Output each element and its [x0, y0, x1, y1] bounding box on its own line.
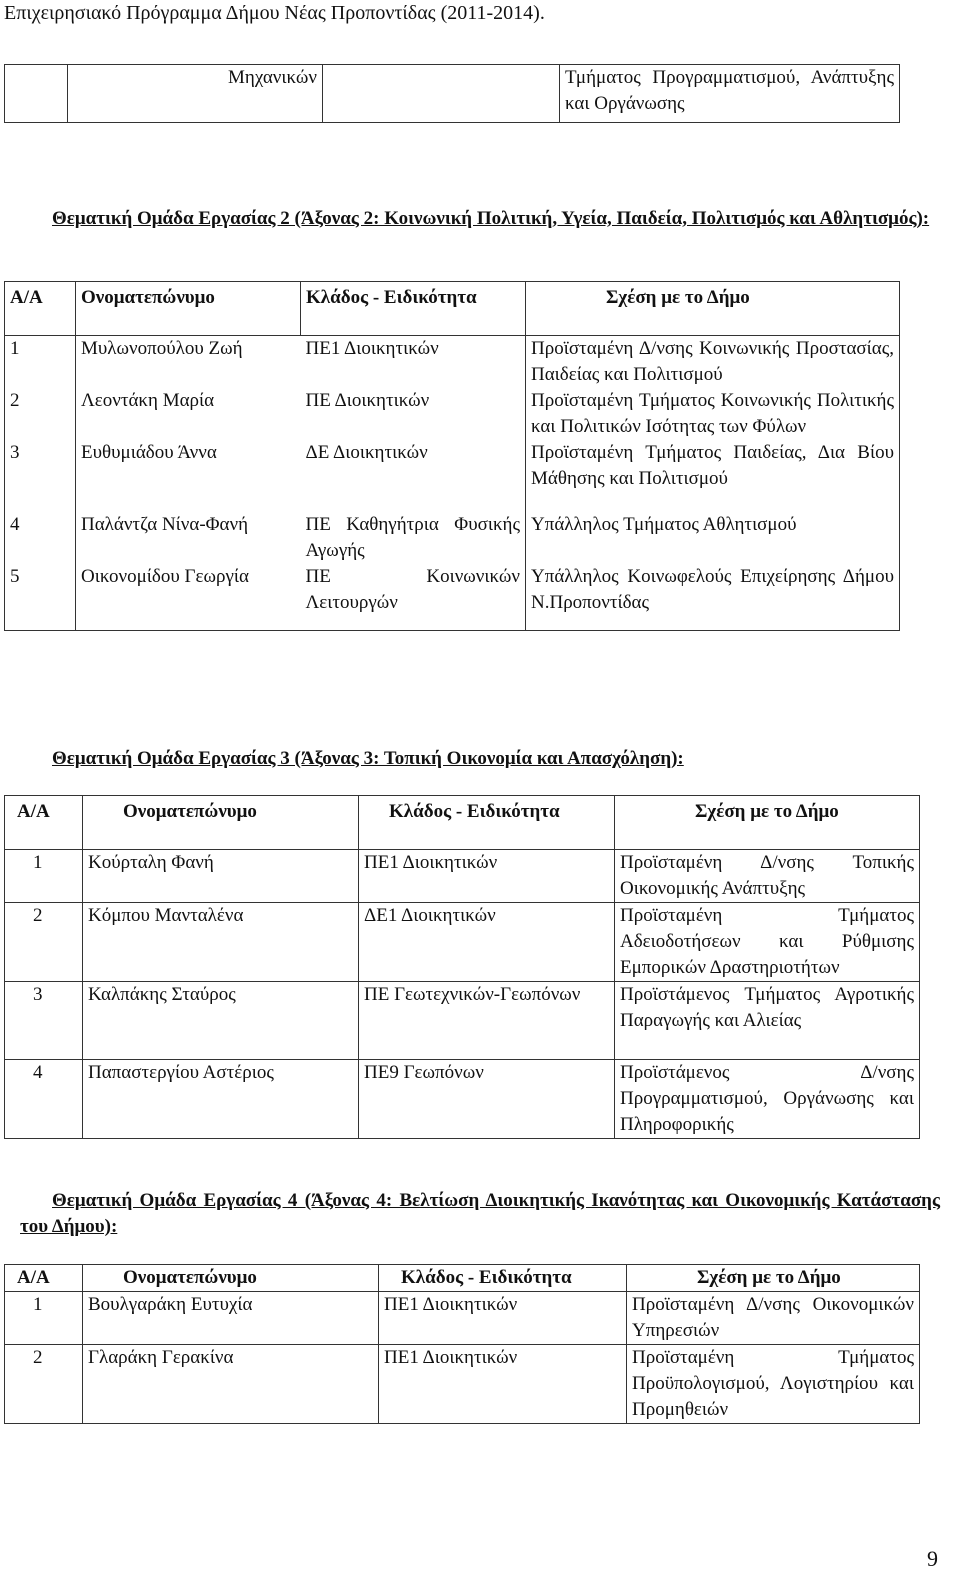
page-number: 9 — [927, 1546, 938, 1571]
row-relation: Υπάλληλος Τμήματος Αθλητισμού — [526, 512, 900, 564]
row-spec: ΔΕ Διοικητικών — [305, 442, 428, 463]
header-aa: Α/Α — [5, 1265, 83, 1292]
row-spec: ΠΕ Γεωτεχνικών-Γεωπόνων — [359, 982, 615, 1060]
row-number: 1 — [33, 1294, 43, 1315]
row-spec: ΠΕ Διοικητικών — [305, 390, 430, 411]
table-row — [5, 982, 920, 1060]
header-spec: Κλάδος - Ειδικότητα — [359, 796, 615, 850]
table-row — [5, 1060, 920, 1139]
row-number: 5 — [10, 566, 20, 587]
row-number: 4 — [10, 514, 20, 535]
row-name: Ευθυμιάδου Άννα — [81, 442, 217, 463]
header-rel: Σχέση με το Δήμο — [615, 796, 920, 850]
row-relation: Προϊσταμένη Τμήματος Παιδείας, Δια Βίου Μάθησης και Πολιτισμού — [526, 440, 900, 512]
table-row — [5, 1292, 920, 1345]
row-number: 1 — [10, 338, 20, 359]
table-row — [5, 336, 900, 389]
table-row — [5, 850, 920, 903]
row-name: Παπαστεργίου Αστέριος — [83, 1060, 359, 1139]
group4-title: Θεματική Ομάδα Εργασίας 4 (Άξονας 4: Βελτίωση Διοικητικής Ικανότητας και Οικονομικής Κατάστασης του Δήμου): — [20, 1190, 940, 1237]
group2-table — [4, 281, 900, 631]
row-spec: ΔΕ1 Διοικητικών — [359, 903, 615, 982]
row-relation: Προϊστάμενος Τμήματος Αγροτικής Παραγωγής και Αλιείας — [615, 982, 920, 1060]
table-row — [5, 440, 900, 512]
row-relation: Προϊστάμενος Δ/νσης Προγραμματισμού, Οργάνωσης και Πληροφορικής — [615, 1060, 920, 1139]
row-number: 4 — [33, 1062, 43, 1083]
row-spec: ΠΕ1 Διοικητικών — [359, 850, 615, 903]
row-spec: ΠΕ Κοινωνικών Λειτουργών — [301, 564, 526, 630]
row-name: Κόμπου Μανταλένα — [83, 903, 359, 982]
header-name: Ονοματεπώνυμο — [83, 796, 359, 850]
table-row — [5, 512, 900, 564]
row-name: Βουλγαράκη Ευτυχία — [83, 1292, 379, 1345]
row-name: Λεοντάκη Μαρία — [81, 390, 215, 411]
top-table — [4, 64, 900, 123]
row-name: Μυλωνοπούλου Ζωή — [81, 338, 243, 359]
page-header: Επιχειρησιακό Πρόγραμμα Δήμου Νέας Προποντίδας (2011-2014). — [4, 2, 545, 24]
group2-title: Θεματική Ομάδα Εργασίας 2 (Άξονας 2: Κοινωνική Πολιτική, Υγεία, Παιδεία, Πολιτισμός και Αθλητισμός): — [52, 208, 930, 229]
row-spec: ΠΕ1 Διοικητικών — [305, 338, 439, 359]
row-spec: ΠΕ9 Γεωπόνων — [359, 1060, 615, 1139]
table-row — [5, 903, 920, 982]
table-row — [5, 1345, 920, 1424]
row-name: Οικονομίδου Γεωργία — [76, 564, 301, 630]
row-relation: Προϊσταμένη Δ/νσης Οικονομικών Υπηρεσιών — [627, 1292, 920, 1345]
row-spec: ΠΕ1 Διοικητικών — [379, 1345, 627, 1424]
header-spec: Κλάδος - Ειδικότητα — [379, 1265, 627, 1292]
group4-header-row — [5, 1265, 920, 1292]
row-spec: ΠΕ Καθηγήτρια Φυσικής Αγωγής — [305, 514, 520, 561]
row-relation: Προϊσταμένη Τμήματος Κοινωνικής Πολιτικής και Πολιτικών Ισότητας των Φύλων — [526, 388, 900, 440]
row-name: Παλάντζα Νίνα-Φανή — [81, 514, 249, 535]
row-name: Γλαράκη Γερακίνα — [83, 1345, 379, 1424]
row-name: Καλπάκης Σταύρος — [83, 982, 359, 1060]
row-number: 3 — [10, 442, 20, 463]
row-number: 3 — [33, 984, 43, 1005]
row-name: Κούρταλη Φανή — [83, 850, 359, 903]
header-spec: Κλάδος - Ειδικότητα — [301, 282, 526, 336]
row-number: 2 — [33, 1347, 43, 1368]
table-row — [5, 564, 900, 630]
table-row — [5, 388, 900, 440]
group2-header-row — [5, 282, 900, 336]
row-relation: Υπάλληλος Κοινωφελούς Επιχείρησης Δήμου Ν.Προποντίδας — [526, 564, 900, 630]
header-name: Ονοματεπώνυμο — [83, 1265, 379, 1292]
row-spec: ΠΕ1 Διοικητικών — [379, 1292, 627, 1345]
group3-header-row — [5, 796, 920, 850]
group3-title: Θεματική Ομάδα Εργασίας 3 (Άξονας 3: Τοπική Οικονομία και Απασχόληση): — [52, 748, 684, 769]
group4-table — [4, 1264, 920, 1424]
row-number: 1 — [33, 852, 43, 873]
row-relation: Προϊσταμένη Τμήματος Αδειοδοτήσεων και Ρύθμισης Εμπορικών Δραστηριοτήτων — [615, 903, 920, 982]
header-name: Ονοματεπώνυμο — [76, 282, 301, 336]
row-number: 2 — [33, 905, 43, 926]
top-col2: Μηχανικών — [68, 65, 323, 123]
row-relation: Προϊσταμένη Δ/νσης Τοπικής Οικονομικής Ανάπτυξης — [615, 850, 920, 903]
header-aa: Α/Α — [5, 282, 76, 336]
header-aa: Α/Α — [5, 796, 83, 850]
row-number: 2 — [10, 390, 20, 411]
header-rel: Σχέση με το Δήμο — [627, 1265, 920, 1292]
header-rel: Σχέση με το Δήμο — [526, 282, 900, 336]
row-relation: Προϊσταμένη Δ/νσης Κοινωνικής Προστασίας, Παιδείας και Πολιτισμού — [526, 336, 900, 389]
row-relation: Προϊσταμένη Τμήματος Προϋπολογισμού, Λογιστηρίου και Προμηθειών — [627, 1345, 920, 1424]
top-col3: Τμήματος Προγραμματισμού, Ανάπτυξης και Οργάνωσης — [560, 65, 900, 123]
group3-table — [4, 795, 920, 1139]
